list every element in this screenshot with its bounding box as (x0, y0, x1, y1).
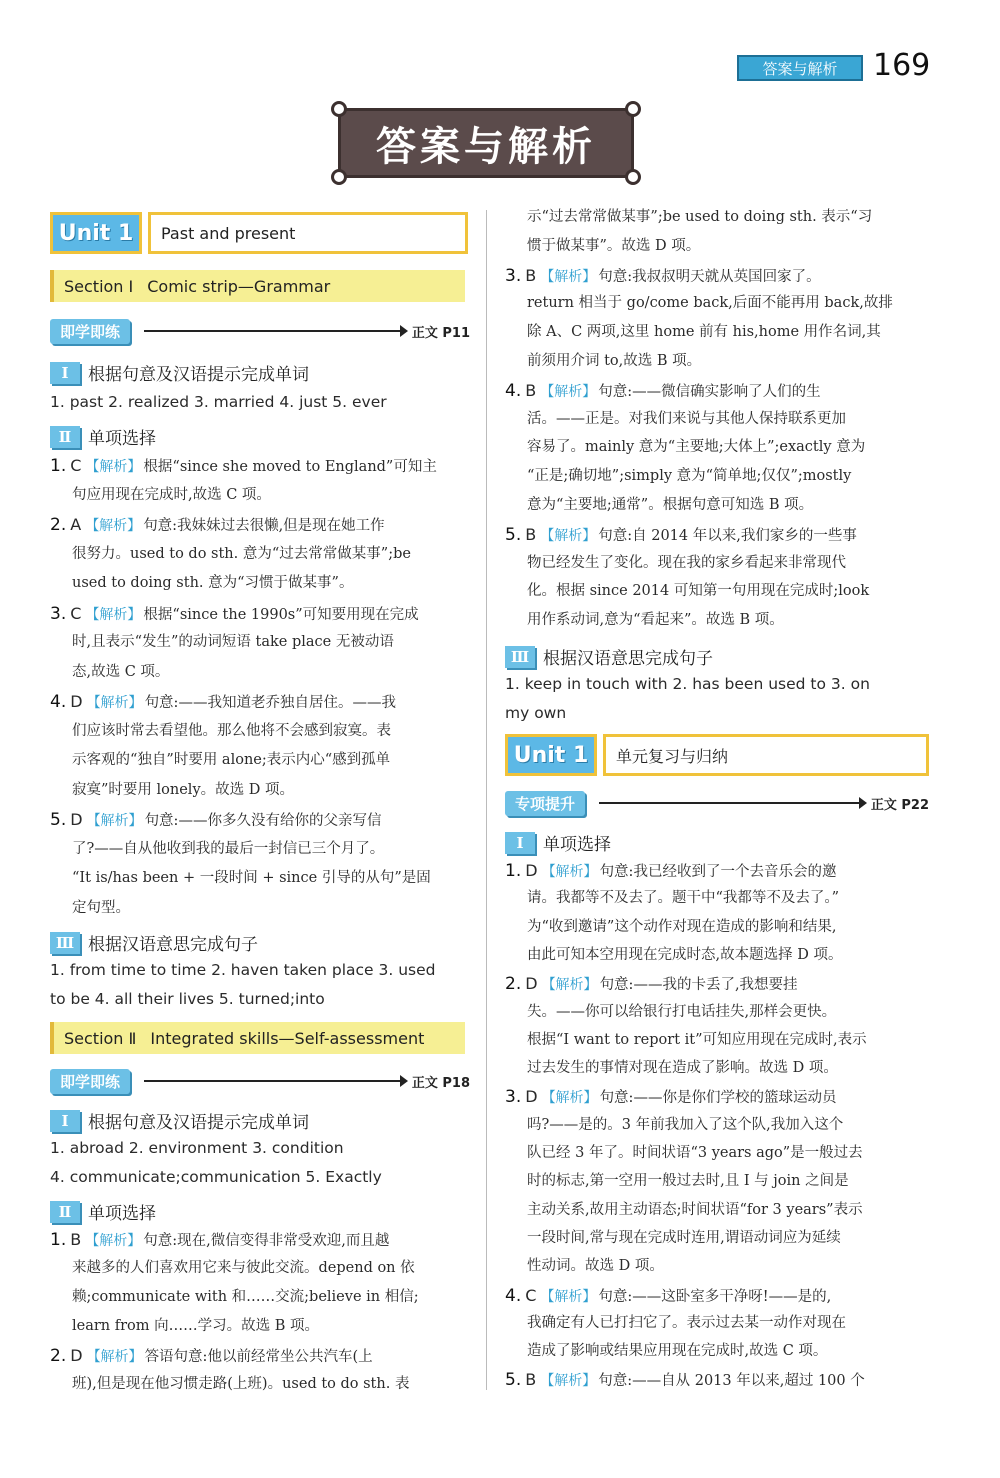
answer-line: to be 4. all their lives 5. turned;into (50, 990, 325, 1008)
arrow-right-icon (599, 802, 861, 804)
answer-letter: D (525, 1087, 538, 1107)
explanation-item (505, 1365, 865, 1396)
explanation-line (72, 746, 390, 775)
item-number: 3. (505, 265, 522, 286)
explanation-item (50, 510, 385, 541)
item-number: 2. (505, 974, 522, 995)
item-number: 1. (505, 861, 522, 881)
answer-letter: D (525, 974, 538, 994)
analysis-tag: 【解析】 (540, 527, 597, 544)
arrow-right-icon (144, 330, 402, 332)
explanation-item (505, 1281, 831, 1312)
practice-tag: 即学即练 (50, 1069, 130, 1094)
explanation-line (527, 1309, 846, 1338)
answer-letter: B (525, 524, 537, 544)
answer-letter: B (525, 265, 537, 285)
roman-numeral-badge: Ⅱ (50, 1201, 80, 1223)
explanation-line (527, 433, 865, 462)
roman-numeral-badge: Ⅰ (50, 1110, 80, 1132)
explanation-text: 我确定有人已打扫它了。表示过去某一动作对现在 (527, 1314, 846, 1331)
header-tag: 答案与解析 (737, 55, 863, 81)
explanation-text: 一段时间,常与现在完成时连用,谓语动词应为延续 (527, 1229, 841, 1246)
answer-line: 1. from time to time 2. haven taken place 3. used (50, 961, 436, 979)
corner-ring-icon (625, 101, 641, 117)
explanation-text: 造成了影响或结果应用现在完成时,故选 C 项。 (527, 1343, 828, 1360)
explanation-text: 前须用介词 to,故选 B 项。 (527, 353, 702, 369)
explanation-text: 句意:——你是你们学校的篮球运动员 (599, 1090, 837, 1107)
explanation-text: 班),但是现在他习惯走路(上班)。used to do sth. 表 (72, 1376, 410, 1392)
explanation-item (505, 520, 857, 551)
answer-line: 4. communicate;communication 5. Exactly (50, 1168, 382, 1186)
explanation-text: “正是;确切地”;simply 意为“简单地;仅仅”;mostly (527, 468, 852, 485)
unit-badge: Unit 1 (50, 212, 142, 254)
section-title: Comic strip—Grammar (147, 276, 331, 296)
explanation-text: 来越多的人们喜欢用它来与彼此交流。depend on 依 (72, 1260, 415, 1276)
explanation-text: 由此可知本空用现在完成时态,故本题选择 D 项。 (527, 946, 843, 963)
section-label: Section Ⅰ (64, 276, 134, 296)
explanation-text: 根据“since the 1990s”可知要用现在完成 (143, 606, 419, 623)
practice-tag: 即学即练 (50, 319, 130, 344)
question-heading (50, 930, 258, 955)
explanation-item (50, 805, 381, 836)
explanation-line (527, 1026, 867, 1055)
explanation-text: 吗?——是的。3 年前我加入了这个队,我加入这个 (527, 1116, 844, 1133)
answer-letter: A (70, 515, 82, 534)
analysis-tag: 【解析】 (541, 977, 598, 994)
explanation-line (72, 1254, 415, 1283)
explanation-line (527, 462, 851, 491)
explanation-text: 主动关系,故用主动语态;时间状语“for 3 years”表示 (527, 1201, 863, 1218)
unit-banner-left (50, 212, 468, 254)
explanation-line (527, 1224, 841, 1253)
explanation-line (527, 1167, 849, 1196)
explanation-text: 句意:我已经收到了一个去音乐会的邀 (599, 864, 837, 880)
section-title: Integrated skills—Self-assessment (150, 1028, 425, 1048)
practice-row-1 (50, 318, 470, 344)
text-reference: 正文 P22 (870, 797, 929, 813)
analysis-tag: 【解析】 (86, 1349, 143, 1365)
item-number: 3. (50, 603, 67, 624)
item-number: 3. (505, 1087, 522, 1108)
explanation-item (505, 261, 821, 292)
analysis-tag: 【解析】 (85, 1233, 142, 1249)
arrow-right-icon (144, 1080, 402, 1082)
explanation-text: 失。——你可以给银行打电话挂失,那样会更快。 (527, 1003, 837, 1020)
explanation-text: 句意:——你多久没有给你的父亲写信 (144, 813, 382, 829)
corner-ring-icon (625, 169, 641, 185)
item-number: 4. (505, 380, 522, 401)
explanation-text: 句意:自 2014 年以来,我们家乡的一些事 (598, 527, 857, 544)
explanation-item (505, 376, 821, 407)
item-number: 5. (50, 810, 67, 830)
explanation-text: 句应用现在完成时,故选 C 项。 (72, 486, 271, 503)
explanation-line (527, 232, 700, 261)
explanation-text: 句意:——我的卡丢了,我想要挂 (599, 977, 798, 994)
explanation-text: 为“收到邀请”这个动作对现在造成的影响和结果, (527, 918, 837, 935)
answer-line: 1. past 2. realized 3. married 4. just 5. ever (50, 393, 387, 411)
answer-letter: B (525, 1370, 537, 1390)
answer-letter: C (70, 456, 82, 475)
explanation-text: 惯于做某事”。故选 D 项。 (527, 237, 701, 254)
explanation-line (72, 864, 431, 893)
column-divider (486, 210, 487, 1390)
question-heading-text: 根据句意及汉语提示完成单词 (88, 365, 309, 385)
explanation-line (527, 1337, 827, 1366)
explanation-text: 句意:——微信确实影响了人们的生 (598, 383, 821, 400)
explanation-line (527, 318, 881, 347)
item-number: 4. (505, 1285, 522, 1306)
explanation-line (527, 1054, 838, 1083)
explanation-text: 句意:——自从 2013 年以来,超过 100 个 (598, 1373, 865, 1390)
explanation-line (72, 1283, 419, 1312)
explanation-line (72, 717, 391, 746)
roman-numeral-badge: Ⅰ (505, 832, 535, 854)
unit-banner-right (505, 734, 929, 776)
question-heading-text: 单项选择 (88, 1204, 156, 1224)
question-heading-text: 根据汉语意思完成句子 (543, 649, 713, 669)
analysis-tag: 【解析】 (541, 864, 598, 880)
explanation-text: 了?——自从他收到我的最后一封信已三个月了。 (72, 840, 385, 857)
item-number: 5. (505, 1370, 522, 1391)
explanation-text: 赖;communicate with 和……交流;believe in 相信; (72, 1289, 419, 1305)
explanation-text: 寂寞”时要用 lonely。故选 D 项。 (72, 781, 294, 798)
explanation-text: 容易了。mainly 意为“主要地;大体上”;exactly 意为 (527, 439, 866, 456)
unit-title: 单元复习与归纳 (603, 734, 929, 776)
text-reference: 正文 P11 (411, 325, 470, 341)
answer-letter: C (525, 1285, 537, 1305)
explanation-text: 物已经发生了变化。现在我的家乡看起来非常现代 (527, 554, 846, 571)
explanation-text: 句意:现在,微信变得非常受欢迎,而且越 (143, 1233, 390, 1249)
analysis-tag: 【解析】 (540, 1288, 597, 1305)
explanation-line (527, 941, 842, 970)
analysis-tag: 【解析】 (86, 813, 143, 829)
explanation-line (72, 628, 394, 657)
roman-numeral-badge: Ⅰ (50, 362, 80, 384)
explanation-text: 活。——正是。对我们来说与其他人保持联系更加 (527, 410, 846, 427)
explanation-text: 们应该时常去看望他。那么他将不会感到寂寞。表 (72, 722, 391, 739)
explanation-line (72, 1370, 409, 1399)
explanation-text: 定句型。 (72, 899, 130, 916)
analysis-tag: 【解析】 (85, 518, 142, 534)
explanation-text: 答语句意:他以前经常坐公共汽车(上 (144, 1349, 373, 1365)
answer-letter: B (525, 380, 537, 400)
explanation-text: 很努力。used to do sth. 意为“过去常常做某事”;be (72, 545, 411, 562)
explanation-line (72, 569, 353, 598)
explanation-line (527, 289, 893, 318)
explanation-line (72, 776, 294, 805)
item-number: 2. (50, 1346, 67, 1366)
explanation-text: 除 A、C 两项,这里 home 前有 his,home 用作名词,其 (527, 324, 881, 341)
explanation-item (50, 1341, 373, 1372)
explanation-line (72, 835, 384, 864)
section-label: Section Ⅱ (64, 1028, 137, 1048)
explanation-text: 态,故选 C 项。 (72, 663, 170, 680)
explanation-line (72, 481, 271, 510)
unit-title: Past and present (148, 212, 468, 254)
explanation-text: “It is/has been + 一段时间 + since 引导的从句”是固 (72, 870, 431, 886)
explanation-line (527, 913, 836, 942)
roman-numeral-badge: Ⅲ (50, 932, 80, 954)
analysis-tag: 【解析】 (540, 383, 597, 400)
explanation-item (50, 1225, 389, 1256)
explanation-text: 根据“I want to report it”可知应用现在完成时,表示 (527, 1031, 867, 1048)
explanation-text: 过去发生的事情对现在造成了影响。故选 D 项。 (527, 1060, 838, 1077)
answer-line: 1. abroad 2. environment 3. condition (50, 1139, 344, 1157)
explanation-text: 句意:我妹妹过去很懒,但是现在她工作 (143, 518, 385, 534)
answer-line: 1. keep in touch with 2. has been used to 3. on (505, 675, 870, 693)
question-heading (50, 1108, 309, 1133)
explanation-text: 句意:——这卧室多干净呀!——是的, (598, 1288, 832, 1305)
explanation-line (527, 405, 846, 434)
answer-letter: B (70, 1230, 82, 1249)
corner-ring-icon (331, 169, 347, 185)
explanation-line (527, 549, 846, 578)
explanation-line (527, 998, 836, 1027)
explanation-line (527, 606, 784, 635)
question-heading-text: 根据汉语意思完成句子 (88, 935, 258, 955)
text-reference: 正文 P18 (411, 1075, 470, 1091)
explanation-text: learn from 向……学习。故选 B 项。 (72, 1318, 320, 1334)
answer-letter: D (70, 692, 83, 711)
item-number: 4. (50, 692, 67, 712)
analysis-tag: 【解析】 (541, 1090, 598, 1107)
explanation-item (505, 1082, 836, 1113)
corner-ring-icon (331, 101, 347, 117)
section-bar-1 (50, 270, 465, 302)
explanation-text: 句意:——我知道老乔独自居住。——我 (144, 695, 396, 711)
explanation-line (527, 347, 701, 376)
question-heading-text: 根据句意及汉语提示完成单词 (88, 1113, 309, 1133)
explanation-text: 示客观的“独自”时要用 alone;表示内心“感到孤单 (72, 752, 391, 768)
analysis-tag: 【解析】 (86, 695, 143, 711)
main-title-plaque (338, 108, 634, 178)
answer-letter: C (70, 603, 82, 623)
explanation-text: 队已经 3 年了。时间状语“3 years ago”是一般过去 (527, 1145, 863, 1161)
explanation-line (527, 577, 869, 606)
explanation-text: 时的标志,第一空用一般过去时,且 I 与 join 之间是 (527, 1173, 849, 1190)
question-heading (505, 830, 611, 855)
question-heading-text: 单项选择 (88, 429, 156, 449)
page-number: 169 (873, 48, 931, 83)
answer-letter: D (525, 861, 538, 880)
item-number: 1. (50, 456, 67, 476)
explanation-text: 时,且表示“发生”的动词短语 take place 无被动语 (72, 634, 394, 650)
item-number: 5. (505, 524, 522, 545)
question-heading-text: 单项选择 (543, 835, 611, 855)
practice-row-2 (50, 1068, 470, 1094)
answer-letter: D (70, 1346, 83, 1365)
roman-numeral-badge: Ⅲ (505, 646, 535, 668)
explanation-line (527, 203, 872, 232)
explanation-line (527, 1196, 863, 1225)
analysis-tag: 【解析】 (540, 268, 597, 285)
answer-line: my own (505, 704, 567, 722)
explanation-text: 意为“主要地;通常”。根据句意可知选 B 项。 (527, 497, 814, 513)
explanation-text: 示“过去常常做某事”;be used to doing sth. 表示“习 (527, 209, 873, 225)
explanation-line (527, 491, 813, 520)
explanation-item (50, 687, 396, 718)
explanation-line (527, 1139, 863, 1168)
explanation-line (527, 884, 839, 913)
explanation-line (72, 540, 411, 569)
explanation-line (527, 1252, 664, 1281)
question-heading (50, 360, 309, 385)
question-heading (505, 644, 713, 669)
explanation-item (50, 599, 419, 630)
explanation-line (527, 1111, 843, 1140)
explanation-item (505, 856, 836, 887)
explanation-item (50, 451, 437, 482)
explanation-line (72, 1312, 319, 1341)
explanation-item (505, 969, 798, 1000)
explanation-text: 化。根据 since 2014 可知第一句用现在完成时;look (527, 583, 870, 600)
question-heading (50, 424, 156, 449)
explanation-text: used to doing sth. 意为“习惯于做某事”。 (72, 575, 354, 591)
explanation-text: 用作系动词,意为“看起来”。故选 B 项。 (527, 612, 784, 629)
item-number: 2. (50, 515, 67, 535)
analysis-tag: 【解析】 (85, 459, 142, 475)
item-number: 1. (50, 1230, 67, 1250)
main-title: 答案与解析 (376, 123, 596, 170)
explanation-text: return 相当于 go/come back,后面不能再用 back,故排 (527, 295, 893, 312)
question-heading (50, 1199, 156, 1224)
explanation-text: 根据“since she moved to England”可知主 (143, 459, 437, 475)
section-bar-2 (50, 1022, 465, 1054)
unit-badge: Unit 1 (505, 734, 597, 776)
explanation-line (72, 894, 130, 923)
analysis-tag: 【解析】 (540, 1373, 597, 1390)
answer-letter: D (70, 810, 83, 829)
explanation-text: 性动词。故选 D 项。 (527, 1258, 664, 1275)
explanation-text: 句意:我叔叔明天就从英国回家了。 (598, 268, 821, 285)
explanation-line (72, 658, 169, 687)
roman-numeral-badge: Ⅱ (50, 426, 80, 448)
practice-tag: 专项提升 (505, 791, 585, 816)
practice-row-3 (505, 790, 929, 816)
analysis-tag: 【解析】 (85, 606, 142, 623)
explanation-text: 请。我都等不及去了。题干中“我都等不及去了。” (527, 890, 840, 907)
